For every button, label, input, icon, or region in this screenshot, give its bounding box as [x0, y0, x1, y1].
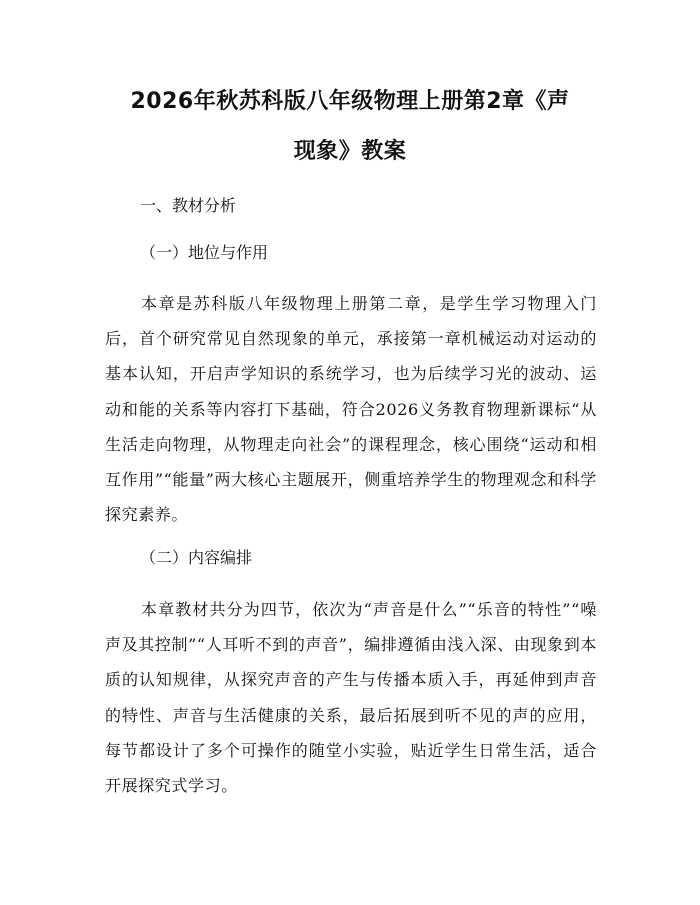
document-title-line-2: 现象》教案: [293, 139, 407, 164]
paragraph-position-role: 本章是苏科版八年级物理上册第二章，是学生学习物理入门后，首个研究常见自然现象的单元，承接第一章机械运动对运动的基本认知，开启声学知识的系统学习，也为后续学习光的波动、运动和能的关系等内容打下基础，符合2026义务教育物理新课标“从生活走向物理，从物理走向社会”的课程理念，核心围绕“运动和相互作用”“能量”两大核心主题展开，侧重培养学生的物理观念和科学探究素养。: [105, 294, 597, 525]
subsection-heading-position-role: （一）地位与作用: [140, 243, 269, 262]
subsection-heading-content-arrangement: （二）内容编排: [140, 548, 253, 567]
document-title-line-1: 2026年秋苏科版八年级物理上册第2章《声: [130, 89, 570, 114]
section-heading-textbook-analysis: 一、教材分析: [140, 196, 237, 215]
paragraph-content-arrangement: 本章教材共分为四节，依次为“声音是什么”“乐音的特性”“噪声及其控制”“人耳听不到的声音”，编排遵循由浅入深、由现象到本质的认知规律，从探究声音的产生与传播本质入手，再延伸到声音的特性、声音与生活健康的关系，最后拓展到听不见的声的应用，每节都设计了多个可操作的随堂小实验，贴近学生日常生活，适合开展探究式学习。: [105, 600, 597, 796]
